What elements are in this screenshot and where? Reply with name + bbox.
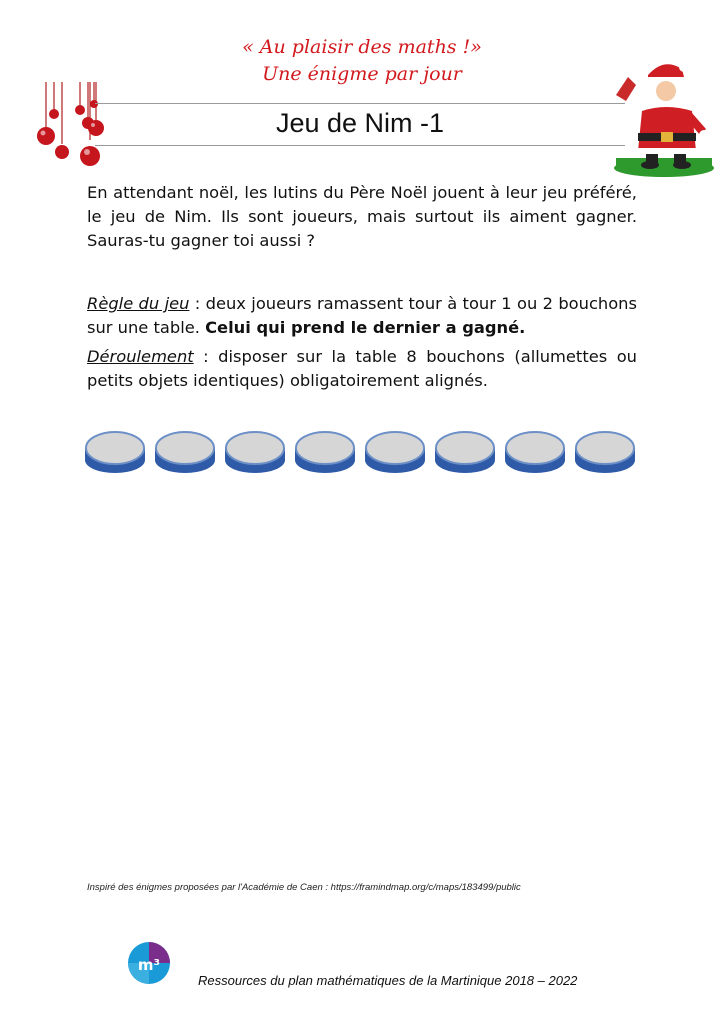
rule-bold-text: Celui qui prend le dernier a gagné. <box>205 318 526 337</box>
bottle-cap <box>225 432 285 473</box>
page-footer: Ressources du plan mathématiques de la Martinique 2018 – 2022 <box>198 973 578 988</box>
series-header-line1: « Au plaisir des maths !» <box>242 36 482 58</box>
bottle-cap <box>295 432 355 473</box>
process-label: Déroulement <box>87 347 194 366</box>
bottle-cap <box>575 432 635 473</box>
source-footnote: Inspiré des énigmes proposées par l'Académie de Caen : https://framindmap.org/c/maps/183499/public <box>87 882 521 893</box>
bottle-cap <box>365 432 425 473</box>
bottle-cap <box>435 432 495 473</box>
series-header-line2: Une énigme par jour <box>262 63 462 85</box>
title-rule-top <box>95 103 625 104</box>
rule-paragraph <box>87 292 637 340</box>
santa-claus-icon <box>608 55 714 180</box>
rule-label: Règle du jeu <box>87 294 190 313</box>
title-rule-bottom <box>95 145 625 146</box>
rule-text: : deux joueurs ramassent tour à tour 1 ou 2 bouchons sur une table. <box>87 294 637 337</box>
intro-paragraph: En attendant noël, les lutins du Père Noël jouent à leur jeu préféré, le jeu de Nim. Ils sont joueurs, mais surtout ils aiment gagner. Sauras-tu gagner toi aussi ? <box>87 183 637 250</box>
bottle-cap <box>505 432 565 473</box>
process-text: : disposer sur la table 8 bouchons (allumettes ou petits objets identiques) obligatoirement alignés. <box>87 347 637 390</box>
bottle-cap <box>85 432 145 473</box>
process-paragraph <box>87 345 637 393</box>
page-title: Jeu de Nim -1 <box>275 108 445 138</box>
bottle-caps-row <box>84 428 644 480</box>
m3-logo-icon <box>125 941 173 985</box>
bottle-cap <box>155 432 215 473</box>
logo-text: m³ <box>137 956 161 974</box>
